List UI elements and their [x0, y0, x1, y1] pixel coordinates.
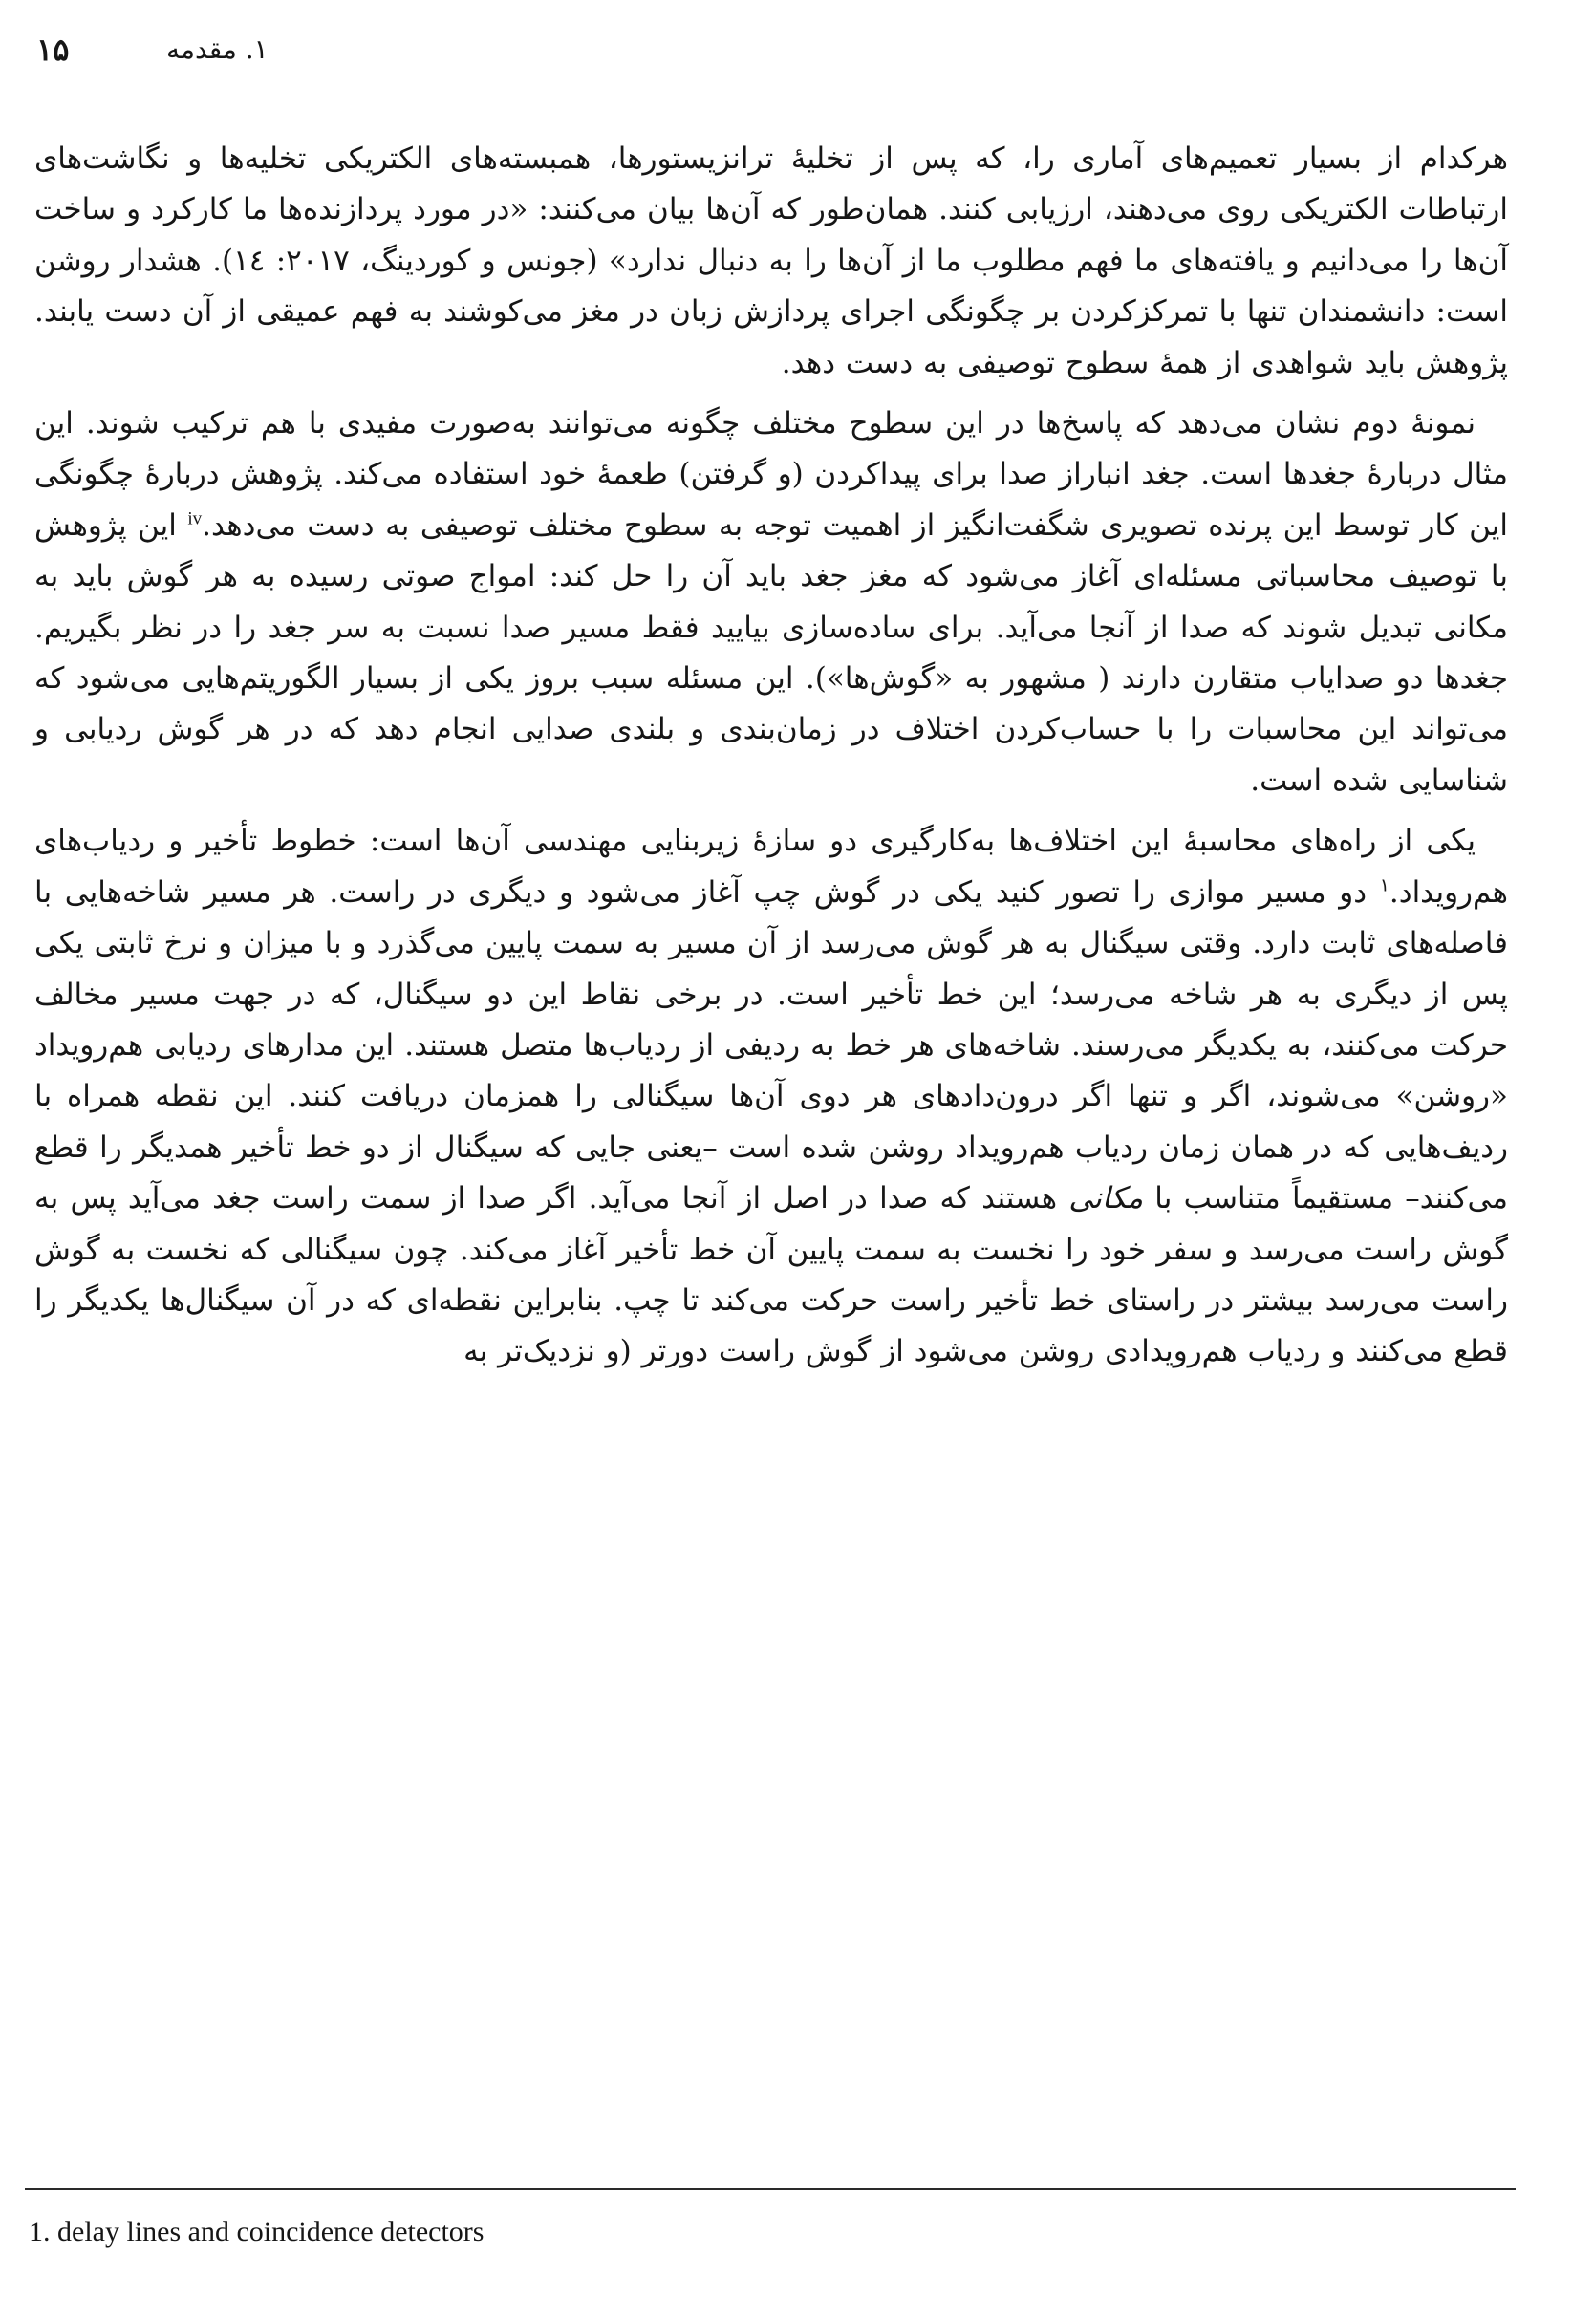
page-number: ۱۵ — [36, 32, 70, 68]
paragraph-1-text: هرکدام از بسیار تعمیم‌های آماری را، که پس از تخلیهٔ ترانزیستورها، همبسته‌های الکتریکی تخلیه‌ها و نگاشت‌های ارتباطات الکتریکی روی می‌دهند، ارزیابی کنند. همان‌طور که آن‌ها بیان می‌کنند: «در مورد پردازنده‌ها ما کارکرد و ساخت آن‌ها را می‌دانیم و یافته‌های ما فهم مطلوب ما از آن‌ها را به دنبال ندارد» (جونس و کوردینگ، ۲۰۱۷: ۱٤). هشدار روشن است: دانشمندان تنها با تمرکزکردن بر چگونگی اجرای پردازش زبان در مغز می‌کوشند به فهم عمیقی از آن دست یابند. پژوهش باید شواهدی از همهٔ سطوح توصیفی به دست دهد. — [34, 141, 1508, 380]
footnote — [29, 2213, 484, 2251]
paragraph-3-text-start: یکی از راه‌های محاسبهٔ این اختلاف‌ها به‌کارگیری دو سازهٔ زیربنایی مهندسی آن‌ها است: خطوط تأخیر و ردیاب‌های هم‌رویداد. — [34, 824, 1508, 910]
emphasized-word: مکانی — [1068, 1181, 1144, 1216]
body-text — [34, 134, 1508, 1388]
paragraph-2 — [34, 398, 1508, 807]
paragraph-1 — [34, 134, 1508, 389]
paragraph-2-text-start: نمونهٔ دوم نشان می‌دهد که پاسخ‌ها در این سطوح مختلف چگونه می‌توانند به‌صورت مفیدی با هم ترکیب شوند. این مثال دربارهٔ جغدها است. جغد انباراز صدا برای پیداکردن (و گرفتن) طعمهٔ خود استفاده می‌کند. پژوهش دربارهٔ چگونگی این کار توسط این پرنده تصویری شگفت‌انگیز از اهمیت توجه به سطوح مختلف توصیفی به دست می‌دهد. — [34, 406, 1508, 543]
paragraph-2-text-end: این پژوهش با توصیف محاسباتی مسئله‌ای آغاز می‌شود که مغز جغد باید آن را حل کند: امواج صوتی رسیده به هر گوش باید به مکانی تبدیل شوند که صدا از آنجا می‌آید. برای ساده‌سازی بیایید فقط مسیر صدا نسبت به سر جغد را در نظر بگیریم. جغدها دو صدایاب متقارن دارند ( مشهور به «گوش‌ها»). این مسئله سبب بروز یکی از بسیار الگوریتم‌هایی می‌شود که می‌تواند این محاسبات را با حساب‌کردن اختلاف در زمان‌بندی و بلندی صدایی انجام دهد که در هر گوش ردیابی و شناسایی شده است. — [34, 507, 1508, 798]
chapter-title: ۱. مقدمه — [166, 33, 269, 65]
paragraph-3 — [34, 816, 1508, 1377]
paragraph-3-text-end: هستند که صدا در اصل از آنجا می‌آید. اگر صدا از سمت راست جغد می‌آید پس به گوش راست می‌رسد و سفر خود را نخست به سمت پایین آن خط تأخیر آغاز می‌کند. چون سیگنالی که نخست به گوش راست می‌رسد بیشتر در راستای خط تأخیر راست حرکت می‌کند تا چپ. بنابراین نقطه‌ای که در آن سیگنال‌ها یکدیگر را قطع می‌کنند و ردیاب هم‌رویدادی روشن می‌شود از گوش راست دورتر (و نزدیک‌تر به — [34, 1181, 1508, 1369]
endnote-reference[interactable]: iv — [187, 508, 203, 529]
footnote-text: 1. delay lines and coincidence detectors — [29, 2216, 485, 2248]
paragraph-3-text-middle: دو مسیر موازی را تصور کنید یکی در گوش چپ آغاز می‌شود و دیگری در راست. هر مسیر شاخه‌هایی با فاصله‌های ثابت دارد. وقتی سیگنال به هر گوش می‌رسد از آن مسیر به سمت پایین می‌گذرد و با میزان و نرخ ثابتی یکی پس از دیگری به هر شاخه می‌رسد؛ این خط تأخیر است. در برخی نقاط این دو سیگنال، که در جهت مسیر مخالف حرکت می‌کنند، به یکدیگر می‌رسند. شاخه‌های هر خط به ردیفی از ردیاب‌ها متصل هستند. این مدارهای ردیابی هم‌رویداد «روشن» می‌شوند، اگر و تنها اگر درون‌دادهای هر دوی آن‌ها سیگنالی را همزمان دریافت کنند. این نقطه همراه با ردیف‌هایی که در همان زمان ردیاب هم‌رویداد روشن شده است –یعنی جایی که سیگنال از دو خط تأخیر همدیگر را قطع می‌کنند– مستقیماً متناسب با — [34, 874, 1508, 1216]
footnote-reference[interactable]: ۱ — [1379, 875, 1389, 896]
running-header — [36, 29, 1537, 71]
footnote-divider — [25, 2188, 1516, 2190]
